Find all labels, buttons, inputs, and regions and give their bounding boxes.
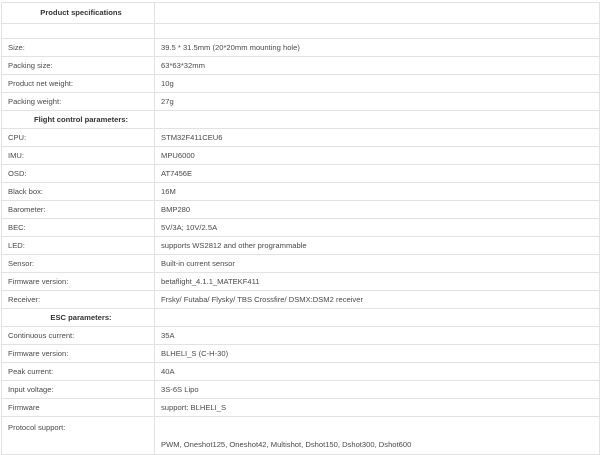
table-row (2, 417, 600, 455)
row-label: Packing weight: (2, 93, 155, 111)
table-row (2, 291, 600, 309)
table-row (2, 129, 600, 147)
row-value: STM32F411CEU6 (155, 129, 600, 147)
table-row (2, 273, 600, 291)
row-value: supports WS2812 and other programmable (155, 237, 600, 255)
row-value: Built-in current sensor (155, 255, 600, 273)
row-value: 10g (155, 75, 600, 93)
section-title: ESC parameters: (2, 309, 155, 327)
section-header-empty-cell (155, 309, 600, 327)
row-value: 27g (155, 93, 600, 111)
row-label: Protocol support: (2, 417, 155, 455)
row-label: Firmware (2, 399, 155, 417)
row-label: Product net weight: (2, 75, 155, 93)
spacer-cell (155, 24, 600, 39)
spacer-row (2, 24, 600, 39)
spacer-cell (2, 24, 155, 39)
section-header-esc (2, 309, 600, 327)
row-label: BEC: (2, 219, 155, 237)
row-value: BMP280 (155, 201, 600, 219)
table-row (2, 219, 600, 237)
row-label: Black box: (2, 183, 155, 201)
row-label: Input voltage: (2, 381, 155, 399)
row-value: 5V/3A; 10V/2.5A (155, 219, 600, 237)
row-value: betaflight_4.1.1_MATEKF411 (155, 273, 600, 291)
section-title: Product specifications (2, 3, 155, 24)
table-row (2, 237, 600, 255)
row-value: 40A (155, 363, 600, 381)
row-label: Barometer: (2, 201, 155, 219)
table-row (2, 147, 600, 165)
row-label: Size: (2, 39, 155, 57)
table-row (2, 75, 600, 93)
table-row (2, 399, 600, 417)
row-value: 63*63*32mm (155, 57, 600, 75)
table-row (2, 93, 600, 111)
row-label: Firmware version: (2, 345, 155, 363)
row-value: PWM, Oneshot125, Oneshot42, Multishot, Dshot150, Dshot300, Dshot600 (155, 417, 600, 455)
table-row (2, 57, 600, 75)
section-title: Flight control parameters: (2, 111, 155, 129)
row-value: 39.5 * 31.5mm (20*20mm mounting hole) (155, 39, 600, 57)
table-row (2, 183, 600, 201)
table-row (2, 255, 600, 273)
table-row (2, 345, 600, 363)
table-row (2, 381, 600, 399)
row-label: Firmware version: (2, 273, 155, 291)
row-label: CPU: (2, 129, 155, 147)
row-label: Continuous current: (2, 327, 155, 345)
section-header-flight-control (2, 111, 600, 129)
section-header-empty-cell (155, 111, 600, 129)
row-label: Packing size: (2, 57, 155, 75)
table-row (2, 327, 600, 345)
table-row (2, 165, 600, 183)
row-value: support: BLHELI_S (155, 399, 600, 417)
row-value: 35A (155, 327, 600, 345)
row-label: Peak current: (2, 363, 155, 381)
spec-table (1, 2, 600, 455)
section-header-product (2, 3, 600, 24)
table-row (2, 39, 600, 57)
row-value: MPU6000 (155, 147, 600, 165)
row-label: IMU: (2, 147, 155, 165)
table-row (2, 363, 600, 381)
row-label: Receiver: (2, 291, 155, 309)
row-value: 16M (155, 183, 600, 201)
row-label: LED: (2, 237, 155, 255)
row-label: OSD: (2, 165, 155, 183)
row-value: Frsky/ Futaba/ Flysky/ TBS Crossfire/ DSMX:DSM2 receiver (155, 291, 600, 309)
section-header-empty-cell (155, 3, 600, 24)
row-value: AT7456E (155, 165, 600, 183)
row-label: Sensor: (2, 255, 155, 273)
table-row (2, 201, 600, 219)
row-value: BLHELI_S (C-H-30) (155, 345, 600, 363)
row-value: 3S-6S Lipo (155, 381, 600, 399)
